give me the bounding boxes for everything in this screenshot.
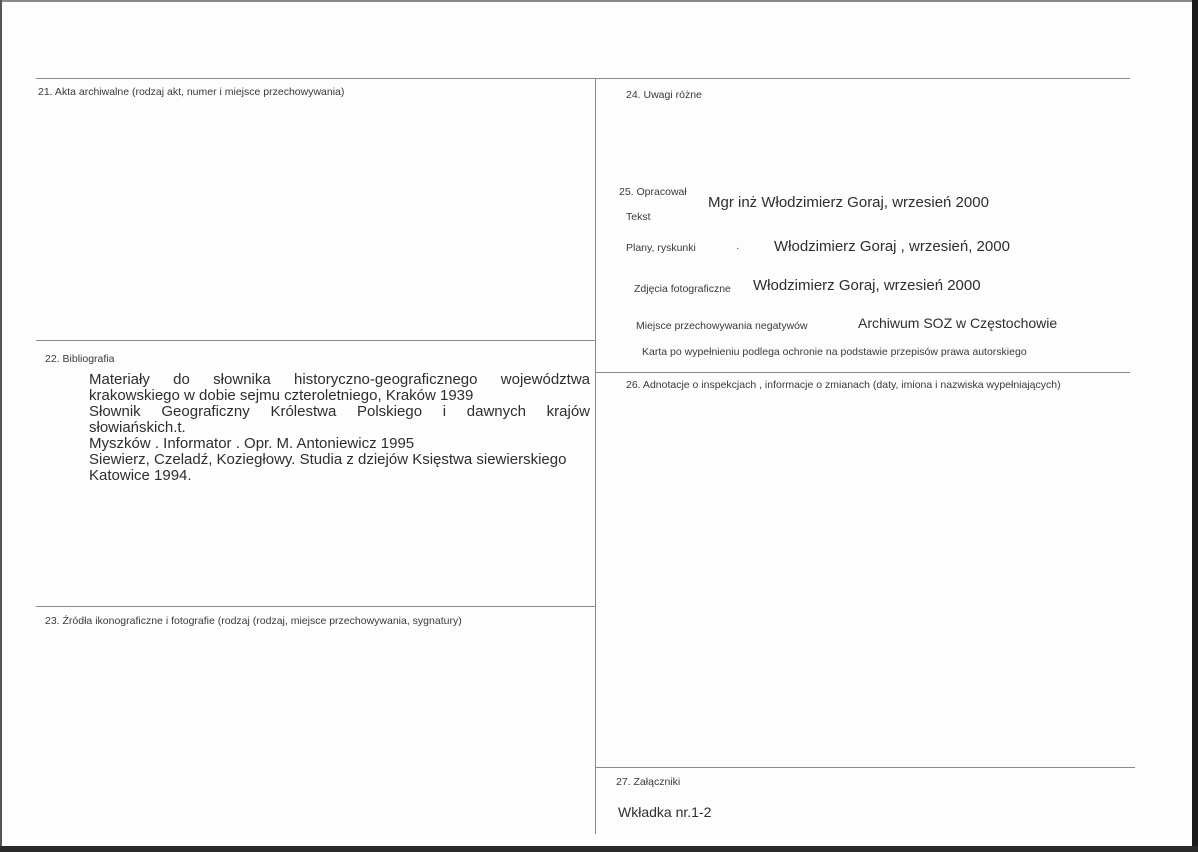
section-23-label: 23. Źródła ikonograficzne i fotografie (rodzaj (rodzaj, miejsce przechowywania, sygnatury) (45, 615, 462, 627)
divider-top (36, 78, 1130, 79)
bibliography-line: Katowice 1994. (89, 467, 192, 484)
page-edge-right (1192, 0, 1198, 852)
plans-dot: · (736, 242, 740, 254)
plans-author-label: Plany, ryskunki (626, 242, 696, 254)
divider-right-26 (595, 372, 1130, 373)
bibliography-line: krakowskiego w dobie sejmu czteroletniego, Kraków 1939 (89, 387, 474, 404)
plans-author-value: Włodzimierz Goraj , wrzesień, 2000 (774, 238, 1010, 255)
section-22-label: 22. Bibliografia (45, 353, 115, 365)
text-author-label: Tekst (626, 211, 651, 223)
page-edge-left (0, 0, 2, 852)
divider-right-27 (595, 767, 1135, 768)
photos-author-value: Włodzimierz Goraj, wrzesień 2000 (753, 277, 981, 294)
divider-center (595, 78, 596, 834)
section-26-label: 26. Adnotacje o inspekcjach , informacje o zmianach (daty, imiona i nazwiska wypełniających) (626, 379, 1061, 391)
negatives-location-label: Miejsce przechowywania negatywów (636, 320, 808, 332)
page-edge-top (0, 0, 1198, 2)
bibliography-text (89, 372, 590, 484)
section-25-label: 25. Opracował (619, 186, 687, 198)
photos-author-label: Zdjęcia fotograficzne (634, 283, 731, 295)
page-edge-bottom (0, 846, 1198, 852)
attachments-value: Wkładka nr.1-2 (618, 804, 712, 820)
bibliography-line: słowiańskich.t. (89, 419, 186, 436)
text-author-value: Mgr inż Włodzimierz Goraj, wrzesień 2000 (708, 194, 989, 211)
bibliography-line: Myszków . Informator . Opr. M. Antoniewicz 1995 (89, 435, 415, 452)
divider-left-23 (36, 606, 595, 607)
divider-left-22 (36, 340, 595, 341)
section-27-label: 27. Załączniki (616, 776, 681, 788)
bibliography-line: Siewierz, Czeladź, Koziegłowy. Studia z dziejów Księstwa siewierskiego (89, 451, 567, 468)
section-24-label: 24. Uwagi różne (626, 89, 702, 101)
bibliography-line: Słownik Geograficzny Królestwa Polskiego i dawnych krajów (89, 403, 590, 420)
section-21-label: 21. Akta archiwalne (rodzaj akt, numer i miejsce przechowywania) (38, 86, 345, 98)
bibliography-line: Materiały do słownika historyczno-geograficznego województwa (89, 371, 590, 388)
copyright-note: Karta po wypełnieniu podlega ochronie na podstawie przepisów prawa autorskiego (642, 346, 1027, 358)
negatives-location-value: Archiwum SOZ w Częstochowie (858, 315, 1058, 331)
